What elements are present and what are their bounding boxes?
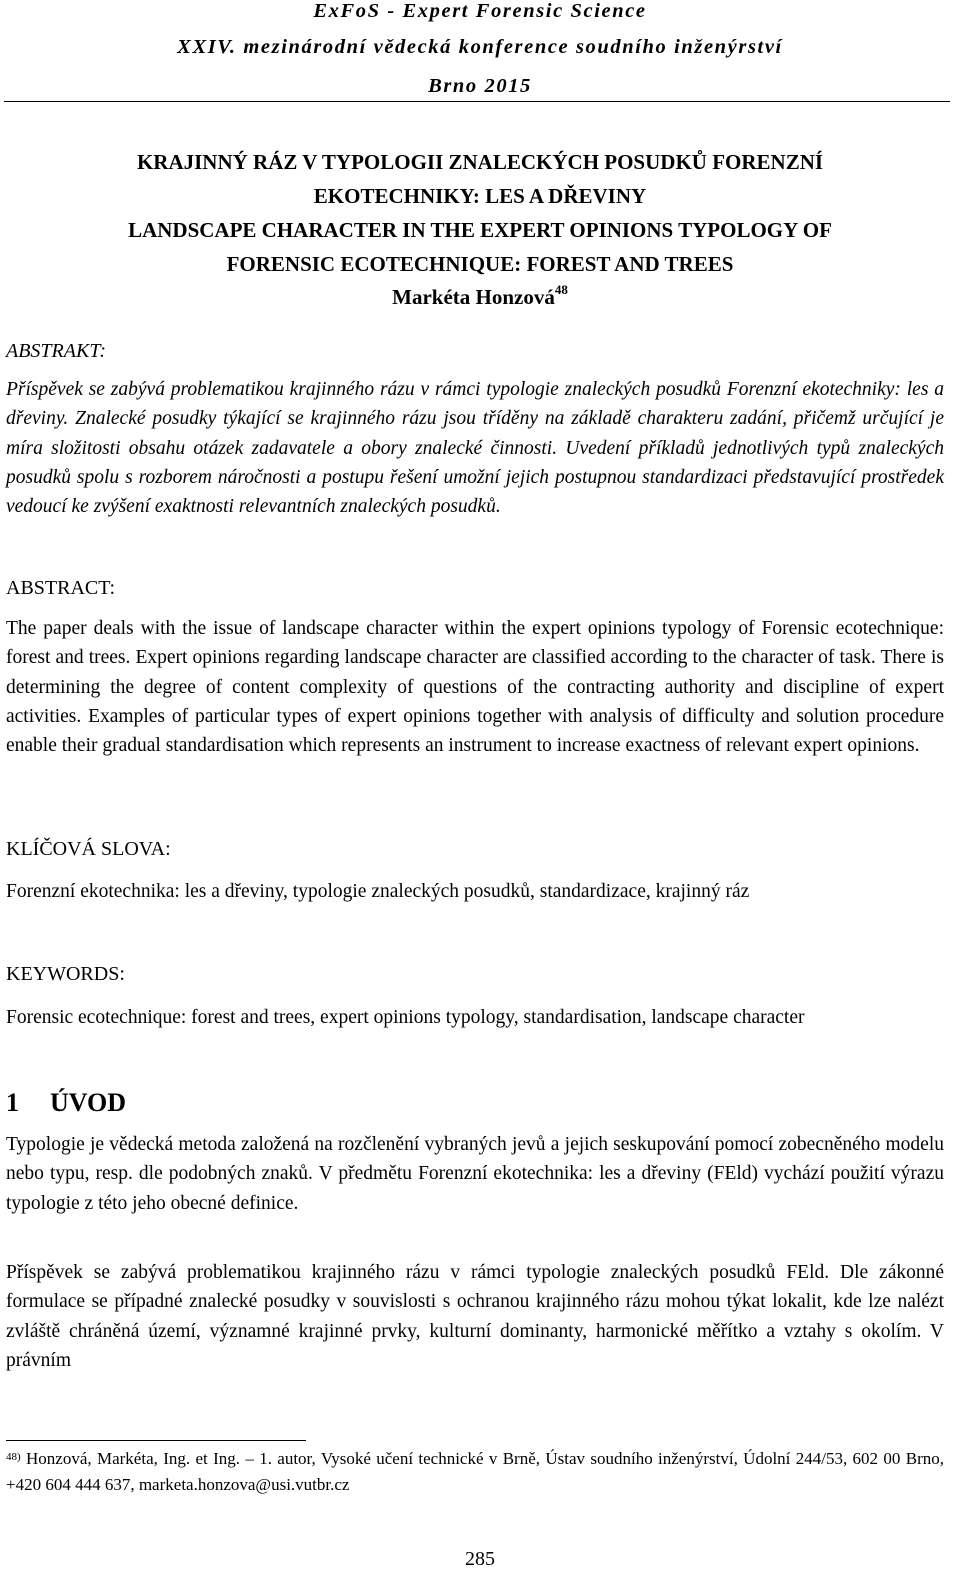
abstrakt-label: ABSTRAKT: (6, 340, 107, 362)
keywords-english-text: Forensic ecotechnique: forest and trees, expert opinions typology, standardisation, landscape character (6, 1007, 805, 1028)
title-english (0, 213, 960, 281)
page-number: 285 (465, 1548, 495, 1570)
header-divider (4, 101, 950, 102)
footnote-marker: 48) (6, 1451, 21, 1463)
title-english-line-1: LANDSCAPE CHARACTER IN THE EXPERT OPINIONS TYPOLOGY OF (128, 218, 832, 242)
body-paragraph-1: Typologie je vědecká metoda založená na rozčlenění vybraných jevů a jejich seskupování pomocí zobecněného modelu nebo typu, resp. dle podobných znaků. V předmětu Forenzní ekotechnika: les a dřeviny (FEld) vychází použití výrazu typologie z této jeho obecné definice. (6, 1134, 944, 1214)
title-czech (0, 145, 960, 213)
running-header-place-year: Brno 2015 (428, 75, 532, 97)
keywords-english-label: KEYWORDS: (6, 963, 125, 985)
author-name: Markéta Honzová (392, 285, 555, 309)
abstract-text: The paper deals with the issue of landscape character within the expert opinions typology of Forensic ecotechnique: forest and trees. Expert opinions regarding landscape character are classified according to the character of task. There is determining the degree of content complexity of questions of the contracting authority and discipline of expert activities. Examples of particular types of expert opinions together with analysis of difficulty and solution procedure enable their gradual standardisation which represents an instrument to increase exactness of relevant expert opinions. (6, 618, 944, 757)
running-header-conference: ExFoS - Expert Forensic Science (313, 0, 647, 22)
title-czech-line-2: EKOTECHNIKY: LES A DŘEVINY (313, 184, 647, 208)
author (0, 282, 960, 310)
footnote (6, 1446, 944, 1498)
title-english-line-2: FORENSIC ECOTECHNIQUE: FOREST AND TREES (226, 252, 734, 276)
author-footnote-ref: 48 (554, 282, 568, 297)
footnote-text: Honzová, Markéta, Ing. et Ing. – 1. autor, Vysoké učení technické v Brně, Ústav soudního inženýrství, Údolní 244/53, 602 00 Brno, +420 604 444 637, marketa.honzova@usi.vutbr.cz (6, 1449, 944, 1494)
title-czech-line-1: KRAJINNÝ RÁZ V TYPOLOGII ZNALECKÝCH POSUDKŮ FORENZNÍ (136, 150, 824, 174)
section-number: 1 (6, 1088, 19, 1117)
keywords-czech-label: KLÍČOVÁ SLOVA: (6, 838, 171, 860)
body-paragraph-2: Příspěvek se zabývá problematikou krajinného rázu v rámci typologie znaleckých posudků FEld. Dle zákonné formulace se případné znalecké posudky v souvislosti s ochranou krajinného rázu mohou týkat lokalit, kde lze nalézt zvláště chráněná území, významné krajinné prvky, kulturní dominanty, harmonické měřítko a vztahy s okolím. V právním (6, 1262, 944, 1371)
abstrakt-text: Příspěvek se zabývá problematikou krajinného rázu v rámci typologie znaleckých posudků Forenzní ekotechniky: les a dřeviny. Znalecké posudky týkající se krajinného rázu jsou tříděny na základě charakteru zadání, přičemž určující je míra složitosti obsahu otázek zadavatele a obory znalecké činnosti. Uvedení příkladů jednotlivých typů znaleckých posudků spolu s rozborem náročnosti a postupu řešení umožní jejich postupnou standardizaci představující prostředek vedoucí ke zvýšení exaktnosti relevantních znaleckých posudků. (6, 379, 944, 518)
keywords-czech-text: Forenzní ekotechnika: les a dřeviny, typologie znaleckých posudků, standardizace, krajinný ráz (6, 881, 750, 902)
footnote-divider (6, 1440, 306, 1441)
abstract-label: ABSTRACT: (6, 577, 116, 599)
running-header-event: XXIV. mezinárodní vědecká konference soudního inženýrství (177, 36, 783, 58)
section-title: ÚVOD (50, 1088, 127, 1117)
section-heading-uvod (6, 1088, 126, 1118)
